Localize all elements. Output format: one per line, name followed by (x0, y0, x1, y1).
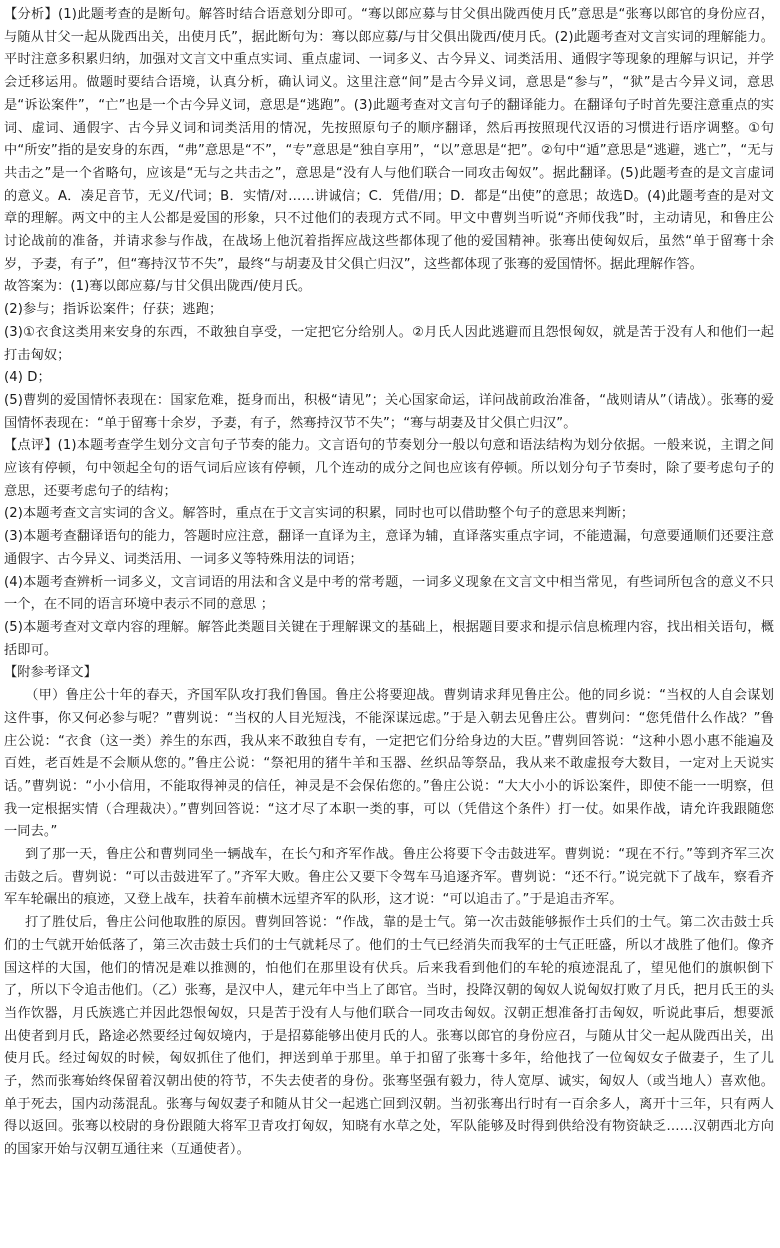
translation-paragraph-1: （甲）鲁庄公十年的春天，齐国军队攻打我们鲁国。鲁庄公将要迎战。曹刿请求拜见鲁庄公。他的同乡说：“当权的人自会谋划这件事，你又何必参与呢？”曹刿说：“当权的人目光短浅，不能深谋远虑。”于是入朝去见鲁庄公。曹刿问：“您凭借什么作战？”鲁庄公说：“衣食（这一类）养生的东西，我从来不敢独自专有，一定把它们分给身边的大臣。”曹刿回答说：“这种小恩小惠不能遍及百姓，老百姓是不会顺从您的。”鲁庄公说：“祭祀用的猪牛羊和玉器、丝织品等祭品，我从来不敢虚报夸大数目，一定对上天说实话。”曹刿说：“小小信用，不能取得神灵的信任，神灵是不会保佑您的。”鲁庄公说：“大大小小的诉讼案件，即使不能一一明察，但我一定根据实情（合理裁决）。”曹刿回答说：“这才尽了本职一类的事，可以（凭借这个条件）打一仗。如果作战，请允许我跟随您一同去。” (4, 688, 774, 840)
review-tag: 【点评】 (4, 438, 58, 454)
review-comment-2: (2)本题考查文言实词的含义。解答时，重点在于文言实词的积累，同时也可以借助整个句子的意思来判断； (4, 506, 635, 522)
answer-3: (3)①衣食这类用来安身的东西，不敢独自享受，一定把它分给别人。②月氏人因此逃避而且怨恨匈奴，就是苦于没有人和他们一起打击匈奴； (4, 324, 774, 363)
answer-4: (4) D； (4, 370, 51, 386)
review-comment-4: (4)本题考查辨析一词多义，文言词语的用法和含义是中考的常考题，一词多义现象在文言文中相当常见，有些词所包含的意义不只一个，在不同的语言环境中表示不同的意思 ； (4, 574, 774, 613)
analysis-tag: 【分析】 (4, 7, 59, 22)
review-comment-1: (1)本题考查学生划分文言句子节奏的能力。文言语句的节奏划分一般以句意和语法结构为划分依据。一般来说，主谓之间应该有停顿，句中领起全句的语气词后应该有停顿，几个连动的成分之间也应该有停顿。所以划分句子节奏时，除了要考虑句子的意思，还要考虑句子的结构； (4, 438, 774, 499)
translation-paragraph-2: 到了那一天，鲁庄公和曹刿同坐一辆战车，在长勺和齐军作战。鲁庄公将要下令击鼓进军。曹刿说：“现在不行。”等到齐军三次击鼓之后。曹刿说：“可以击鼓进军了。”齐军大败。鲁庄公又要下令驾车马追逐齐军。曹刿说：“还不行。”说完就下了战车，察看齐军车轮碾出的痕迹，又登上战车，扶着车前横木远望齐军的队形，这才说：“可以追击了。”于是追击齐军。 (4, 847, 774, 908)
answer-5: (5)曹刿的爱国情怀表现在：国家危难，挺身而出，积极“请见”；关心国家命运，详问战前政治准备，“战则请从”（请战）。张骞的爱国情怀表现在：“单于留骞十余岁，予妻，有子，然骞持汉节不失”；“骞与胡妻及甘父俱亡归汉”。 (4, 392, 774, 431)
review-comment-5: (5)本题考查对文章内容的理解。解答此类题目关键在于理解课文的基础上，根据题目要求和提示信息梳理内容，找出相关语句，概括即可。 (4, 619, 774, 658)
answer-intro: 故答案为：(1)骞以郎应募/与甘父俱出陇西/使月氏。 (4, 279, 312, 295)
translation-tag: 【附参考译文】 (4, 665, 98, 681)
analysis-text: (1)此题考查的是断句。解答时结合语意划分即可。“骞以郎应募与甘父俱出陇西使月氏”意思是“张骞以郎官的身份应召，与随从甘父一起从陇西出关，出使月氏”，据此断句为：骞以郎应募/与甘父俱出陇西/使月氏。(2)此题考查对文言实词的理解能力。平时注意多积累归纳，加强对文言文中重点实词、重点虚词、一词多义、古今异义、词类活用、通假字等现象的理解与识记，并学会迁移运用。做题时要结合语境，认真分析，确认词义。这里注意“间”是古今异义词，意思是“参与”，“狱”是古今异义词，意思是“诉讼案件”，“亡”也是一个古今异义词，意思是“逃跑”。(3)此题考查对文言句子的翻译能力。在翻译句子时首先要注意重点的实词、虚词、通假字、古今异义词和词类活用的情况，先按照原句子的顺序翻译，然后再按照现代汉语的习惯进行语序调整。①句中“所安”指的是安身的东西，“弗”意思是“不”，“专”意思是“独自享用”，“以”意思是“把”。②句中“遁”意思是“逃避，逃亡”，“无与共击之”是一个省略句，应该是“无与之共击之”，意思是“没有人与他们联合一同攻击匈奴”。据此翻译。(5)此题考查的是文言虚词的意义。A．凑足音节，无义/代词；B．实情/对……讲诚信；C．凭借/用；D．都是“出使”的意思；故选D。(4)此题考查的是对文章的理解。两文中的主人公都是爱国的形象，只不过他们的表现方式不同。甲文中曹刿当听说“齐师伐我”时，主动请见，和鲁庄公讨论战前的准备，并请求参与作战，在战场上他沉着指挥应战这些都体现了他的爱国精神。张骞出使匈奴后，虽然“单于留骞十余岁，予妻，有子”，但“骞持汉节不失”，最终“与胡妻及甘父俱亡归汉”，这些都体现了张骞的爱国情怀。据此理解作答。 (4, 7, 774, 272)
analysis-paragraph (4, 4, 774, 276)
answer-2: (2)参与；指诉讼案件；仔获；逃跑； (4, 302, 223, 318)
review-comment-3: (3)本题考查翻译语句的能力，答题时应注意，翻译一直译为主，意译为辅，直译落实重点字词，不能遗漏，句意要通顺们还要注意通假字、古今异义、词类活用、一词多义等特殊用法的词语； (4, 529, 774, 567)
translation-paragraph-3: 打了胜仗后，鲁庄公问他取胜的原因。曹刿回答说：“作战，靠的是士气。第一次击鼓能够振作士兵们的士气。第二次击鼓士兵们的士气就开始低落了，第三次击鼓士兵们的士气就耗尽了。他们的士气已经消失而我军的士气正旺盛，所以才战胜了他们。像齐国这样的大国，他们的情况是难以推测的，怕他们在那里设有伏兵。后来我看到他们的车轮的痕迹混乱了，望见他们的旗帜倒下了，所以下令追击他们。（乙）张骞，是汉中人，建元年中当上了郎官。当时，投降汉朝的匈奴人说匈奴打败了月氏，把月氏王的头当作饮器，月氏族逃亡并因此怨恨匈奴，只是苦于没有人与他们联合一同攻击匈奴。汉朝正想准备打击匈奴，听说此事后，想要派出使者到月氏，路途必然要经过匈奴境内，于是招募能够出使月氏的人。张骞以郎官的身份应召，与随从甘父一起从陇西出关，出使月氏。经过匈奴的时候，匈奴抓住了他们，押送到单于那里。单于扣留了张骞十多年，给他找了一位匈奴女子做妻子，生了儿子，然而张骞始终保留着汉朝出使的符节，不失去使者的身份。张骞坚强有毅力，待人宽厚、诚实，匈奴人（或当地人）喜欢他。单于死去，国内动荡混乱。张骞与匈奴妻子和随从甘父一起逃亡回到汉朝。当初张骞出行时有一百余多人，离开十三年，只有两人得以返回。张骞以校尉的身份跟随大将军卫青攻打匈奴，知晓有水草之处，军队能够及时得到供给没有物资缺乏……汉朝西北方向的国家开始与汉朝互通往来（互通使者）。 (4, 915, 774, 1158)
review-paragraph-1 (4, 435, 774, 503)
